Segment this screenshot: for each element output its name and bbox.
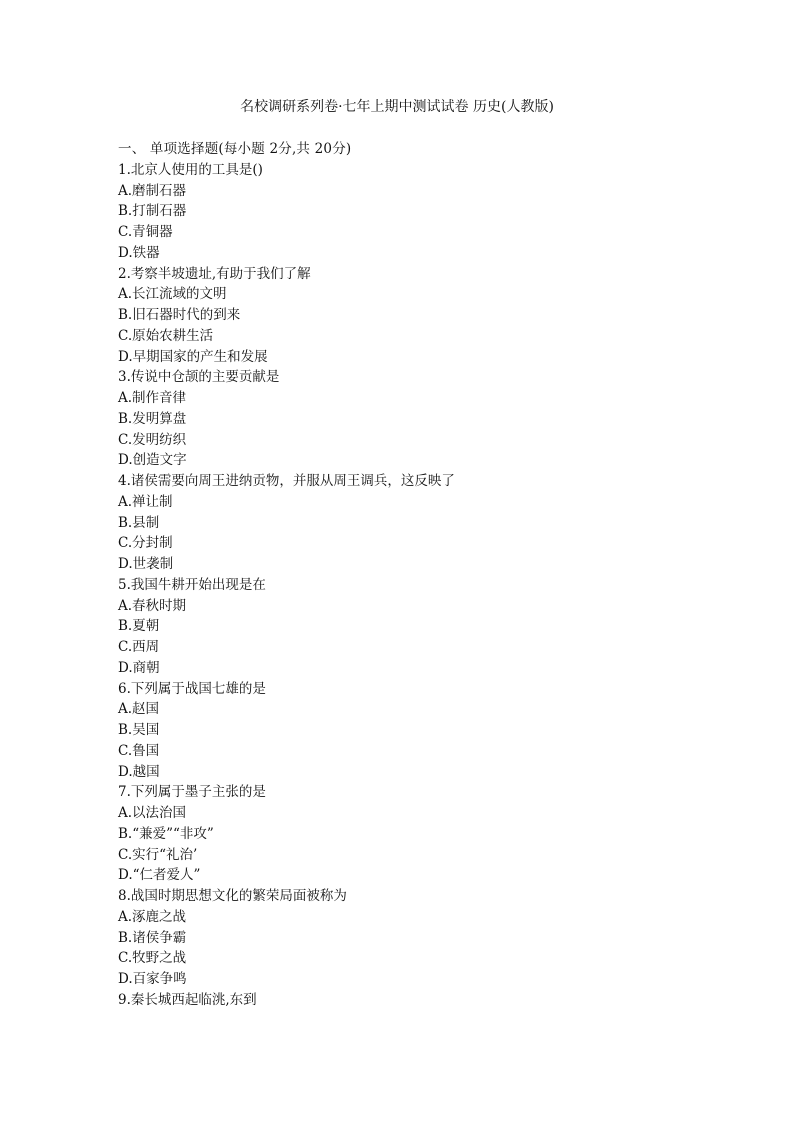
- answer-option: C.发明纺织: [118, 431, 187, 448]
- answer-option: B.县制: [118, 514, 160, 531]
- question-stem: 3.传说中仓颉的主要贡献是: [118, 369, 280, 386]
- answer-option: A.赵国: [118, 701, 160, 718]
- answer-option: D.“仁者爱人”: [118, 867, 201, 884]
- answer-option: D.世袭制: [118, 556, 174, 572]
- answer-option: B.吴国: [118, 722, 160, 738]
- answer-option: C.西周: [118, 639, 160, 655]
- answer-option: A.禅让制: [118, 493, 173, 510]
- question-stem: 7.下列属于墨子主张的是: [118, 784, 266, 801]
- answer-option: C.鲁国: [118, 742, 160, 759]
- answer-option: D.百家争鸣: [118, 971, 187, 987]
- answer-option: B.夏朝: [118, 618, 160, 635]
- answer-option: D.越国: [118, 763, 160, 780]
- answer-option: D.商朝: [118, 659, 160, 676]
- answer-option: A.磨制石器: [118, 182, 187, 199]
- answer-option: C.分封制: [118, 535, 173, 552]
- question-stem: 8.战国时期思想文化的繁荣局面被称为: [118, 888, 347, 904]
- answer-option: D.创造文字: [118, 452, 187, 469]
- answer-option: B.旧石器时代的到来: [118, 307, 241, 323]
- answer-option: A.涿鹿之战: [118, 908, 187, 925]
- answer-option: A.以法治国: [118, 805, 187, 821]
- answer-option: B.打制石器: [118, 203, 187, 220]
- question-list: [118, 139, 718, 1011]
- answer-option: B.“兼爱”“非攻”: [118, 825, 214, 842]
- question-stem: 2.考察半坡遗址,有助于我们了解: [118, 265, 311, 282]
- answer-option: A.制作音律: [118, 390, 187, 406]
- document-title: 名校调研系列卷·七年上期中测试试卷 历史(人教版): [240, 99, 554, 115]
- answer-option: B.诸侯争霸: [118, 929, 187, 946]
- answer-option: C.实行“礼治’: [118, 846, 198, 863]
- answer-option: C.牧野之战: [118, 950, 187, 967]
- answer-option: A.春秋时期: [118, 597, 187, 614]
- answer-option: C.青铜器: [118, 224, 173, 240]
- answer-option: C.原始农耕生活: [118, 327, 214, 344]
- section-heading: 一、 单项选择题(每小题 2分,共 20分): [118, 141, 352, 157]
- answer-option: D.早期国家的产生和发展: [118, 348, 268, 365]
- answer-option: D.铁器: [118, 244, 160, 261]
- question-stem: 5.我国牛耕开始出现是在: [118, 576, 266, 593]
- answer-option: B.发明算盘: [118, 410, 187, 427]
- question-stem: 1.北京人使用的工具是(): [118, 161, 263, 178]
- answer-option: A.长江流域的文明: [118, 286, 227, 303]
- question-stem: 6.下列属于战国七雄的是: [118, 680, 266, 697]
- question-stem: 9.秦长城西起临洮,东到: [118, 991, 257, 1008]
- question-stem: 4.诸侯需要向周王进纳贡物，并服从周王调兵，这反映了: [118, 473, 455, 489]
